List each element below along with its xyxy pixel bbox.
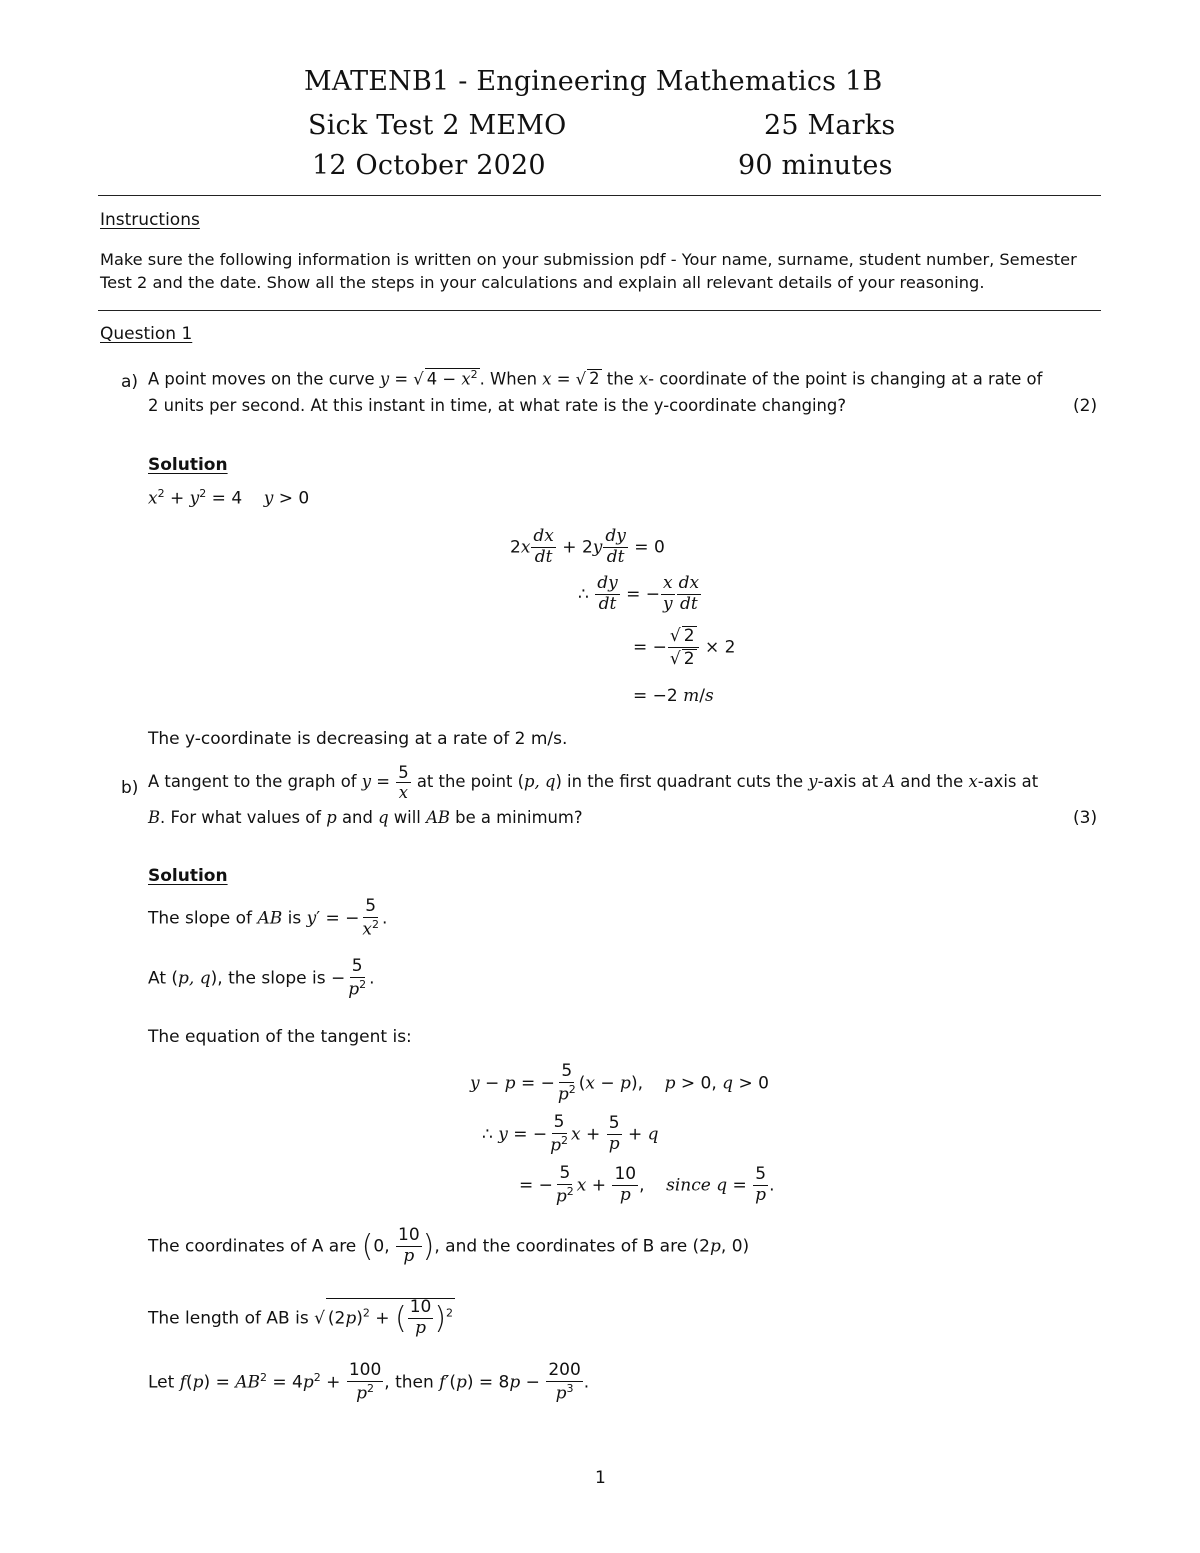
instructions-heading: Instructions: [100, 210, 200, 230]
test-name: Sick Test 2 MEMO: [308, 110, 567, 141]
part-b-marks: (3): [1073, 808, 1098, 828]
part-a-conclusion: The y-coordinate is decreasing at a rate of 2 m/s.: [148, 729, 568, 749]
part-b-tangent-eq-2: ∴ y = − $\frac{5}{p^2}$ x + $\frac{5}{p}$ + q: [482, 1112, 659, 1156]
part-a-derivation-4: = −2 m/s: [633, 686, 714, 706]
part-a-circle-equation: $x^2 + y^2 = 4$ y > 0: [148, 487, 310, 509]
part-b-slope-at-point: At (p, q), the slope is − $\frac{5}{p^2}$ .: [148, 956, 375, 1000]
part-b-tangent-intro: The equation of the tangent is:: [148, 1027, 412, 1047]
part-b-solution-heading: Solution: [148, 866, 228, 886]
header-rule: [98, 195, 1101, 196]
part-b-tangent-eq-3: = − $\frac{5}{p^2}$ x + $\frac{10}{p}$ , since q = $\frac{5}{p}$ .: [519, 1163, 775, 1207]
part-a-marks: (2): [1073, 396, 1098, 416]
instructions-rule: [98, 310, 1101, 311]
part-b-length: The length of AB is √ $(2p)^2$ + ( $\frac{10}{p}$ )$^2$: [148, 1297, 454, 1338]
total-marks: 25 Marks: [764, 110, 896, 141]
instructions-line-2: Test 2 and the date. Show all the steps in your calculations and explain all relevant details of your reasoning.: [100, 273, 985, 292]
part-b-function: Let $f(p) = AB^2 = 4p^2$ + $\frac{100}{p^2}$ , then f′(p) = 8p − $\frac{200}{p^3}$ .: [148, 1360, 590, 1404]
part-a-derivation-3: = − $\frac{√ 2}{√ 2}$ × 2: [633, 626, 736, 669]
part-a-question-line-2: 2 units per second. At this instant in time, at what rate is the y-coordinate changing?: [148, 396, 847, 415]
part-b-slope: The slope of AB is y′ = − $\frac{5}{x^2}$ .: [148, 896, 388, 940]
part-b-question-line-1: A tangent to the graph of y = $\frac{5}{x}$ at the point (p, q) in the first quadrant cuts the y-axis at A and the x-axis at: [148, 763, 1039, 803]
part-a-derivation-1: 2x $\frac{dx}{dt}$ + 2y $\frac{dy}{dt}$ = 0: [510, 526, 665, 567]
part-b-tangent-eq-1: y − p = − $\frac{5}{p^2}$ (x − p), p > 0, q > 0: [470, 1061, 769, 1105]
part-a-solution-heading: Solution: [148, 455, 228, 475]
page-number: 1: [595, 1468, 606, 1488]
question-1-heading: Question 1: [100, 324, 193, 344]
part-a-label: a): [121, 372, 139, 392]
part-b-question-line-2: B. For what values of p and q will AB be a minimum?: [148, 808, 583, 827]
part-a-derivation-2: ∴ $\frac{dy}{dt}$ = − $\frac{x}{y}$ $\frac{dx}{dt}$: [578, 573, 700, 614]
part-b-label: b): [121, 778, 139, 798]
test-duration: 90 minutes: [738, 150, 893, 181]
test-date: 12 October 2020: [312, 150, 546, 181]
part-a-question-line-1: A point moves on the curve y = √ $4 - x^2$ . When x = √ 2 the x- coordinate of the point is changing at a rate of: [148, 368, 1043, 389]
part-b-coordinates: The coordinates of A are (0, $\frac{10}{p}$ ), and the coordinates of B are (2p, 0): [148, 1225, 750, 1266]
instructions-line-1: Make sure the following information is written on your submission pdf - Your name, surname, student number, Semester: [100, 250, 1077, 269]
course-title: MATENB1 - Engineering Mathematics 1B: [304, 66, 883, 97]
